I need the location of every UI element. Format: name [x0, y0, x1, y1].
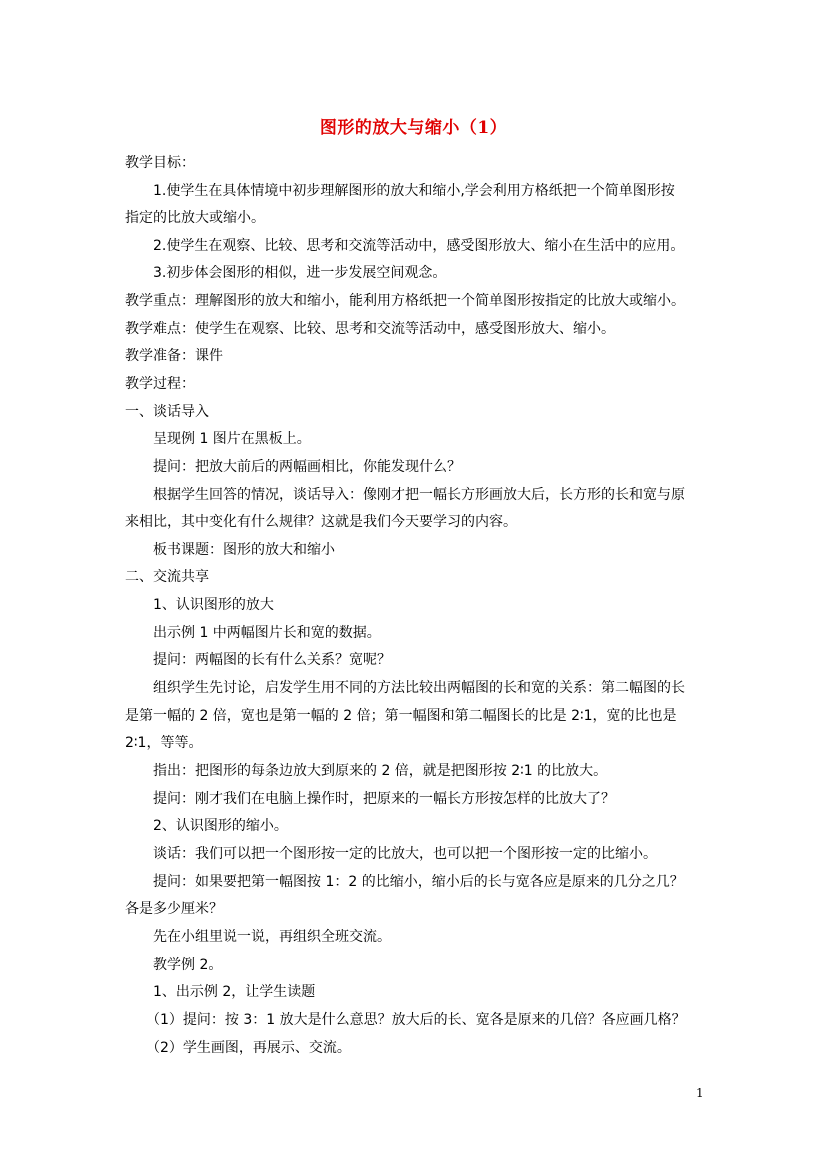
text-line: 教学重点：理解图形的放大和缩小，能利用方格纸把一个简单图形按指定的比放大或缩小。	[125, 293, 685, 309]
text-line: 先在小组里说一说，再组织全班交流。	[153, 929, 391, 945]
text-line: 是第一幅的 2 倍，宽也是第一幅的 2 倍；第一幅图和第二幅图长的比是 2∶1，宽的比也是	[125, 708, 677, 724]
text-line: 2.使学生在观察、比较、思考和交流等活动中，感受图形放大、缩小在生活中的应用。	[153, 238, 685, 254]
text-line: 1、出示例 2，让学生读题	[153, 984, 316, 1000]
text-line: （1）提问：按 3：1 放大是什么意思？放大后的长、宽各是原来的几倍？各应画几格？	[146, 1012, 686, 1028]
text-line: 呈现例 1 图片在黑板上。	[153, 431, 311, 447]
text-line: 教学目标：	[125, 155, 195, 171]
text-line: 提问：刚才我们在电脑上操作时，把原来的一幅长方形按怎样的比放大了？	[153, 791, 615, 807]
text-line: 出示例 1 中两幅图片长和宽的数据。	[153, 625, 381, 641]
text-line: 谈话：我们可以把一个图形按一定的比放大，也可以把一个图形按一定的比缩小。	[153, 846, 657, 862]
text-line: 教学过程：	[125, 376, 195, 392]
text-line: 教学准备：课件	[125, 348, 223, 364]
text-line: 1、认识图形的放大	[153, 597, 274, 613]
text-line: 提问：把放大前后的两幅画相比，你能发现什么？	[153, 459, 461, 475]
section-heading: 一、谈话导入	[125, 404, 209, 420]
text-line: 根据学生回答的情况，谈话导入：像刚才把一幅长方形画放大后，长方形的长和宽与原	[153, 487, 685, 503]
section-heading: 二、交流共享	[125, 569, 209, 585]
text-line: 2、认识图形的缩小。	[153, 818, 288, 834]
text-line: 教学难点：使学生在观察、比较、思考和交流等活动中，感受图形放大、缩小。	[125, 321, 615, 337]
text-line: 2∶1，等等。	[125, 735, 203, 751]
text-line: 提问：如果要把第一幅图按 1：2 的比缩小，缩小后的长与宽各应是原来的几分之几？	[153, 874, 684, 890]
text-line: 指出：把图形的每条边放大到原来的 2 倍，就是把图形按 2∶1 的比放大。	[153, 763, 608, 779]
text-line: 板书课题：图形的放大和缩小	[153, 542, 335, 558]
document-title: 图形的放大与缩小（1）	[319, 118, 508, 138]
page-number: 1	[696, 1086, 704, 1100]
text-line: 各是多少厘米？	[125, 901, 223, 917]
text-line: 指定的比放大或缩小。	[125, 210, 265, 226]
text-line: 1.使学生在具体情境中初步理解图形的放大和缩小,学会利用方格纸把一个简单图形按	[153, 183, 675, 199]
text-line: 来相比，其中变化有什么规律？这就是我们今天要学习的内容。	[125, 514, 517, 530]
text-line: 教学例 2。	[153, 957, 223, 973]
text-line: 提问：两幅图的长有什么关系？宽呢？	[153, 652, 391, 668]
text-line: （2）学生画图，再展示、交流。	[146, 1040, 351, 1056]
text-line: 组织学生先讨论，启发学生用不同的方法比较出两幅图的长和宽的关系：第二幅图的长	[153, 680, 685, 696]
text-line: 3.初步体会图形的相似，进一步发展空间观念。	[153, 265, 447, 281]
